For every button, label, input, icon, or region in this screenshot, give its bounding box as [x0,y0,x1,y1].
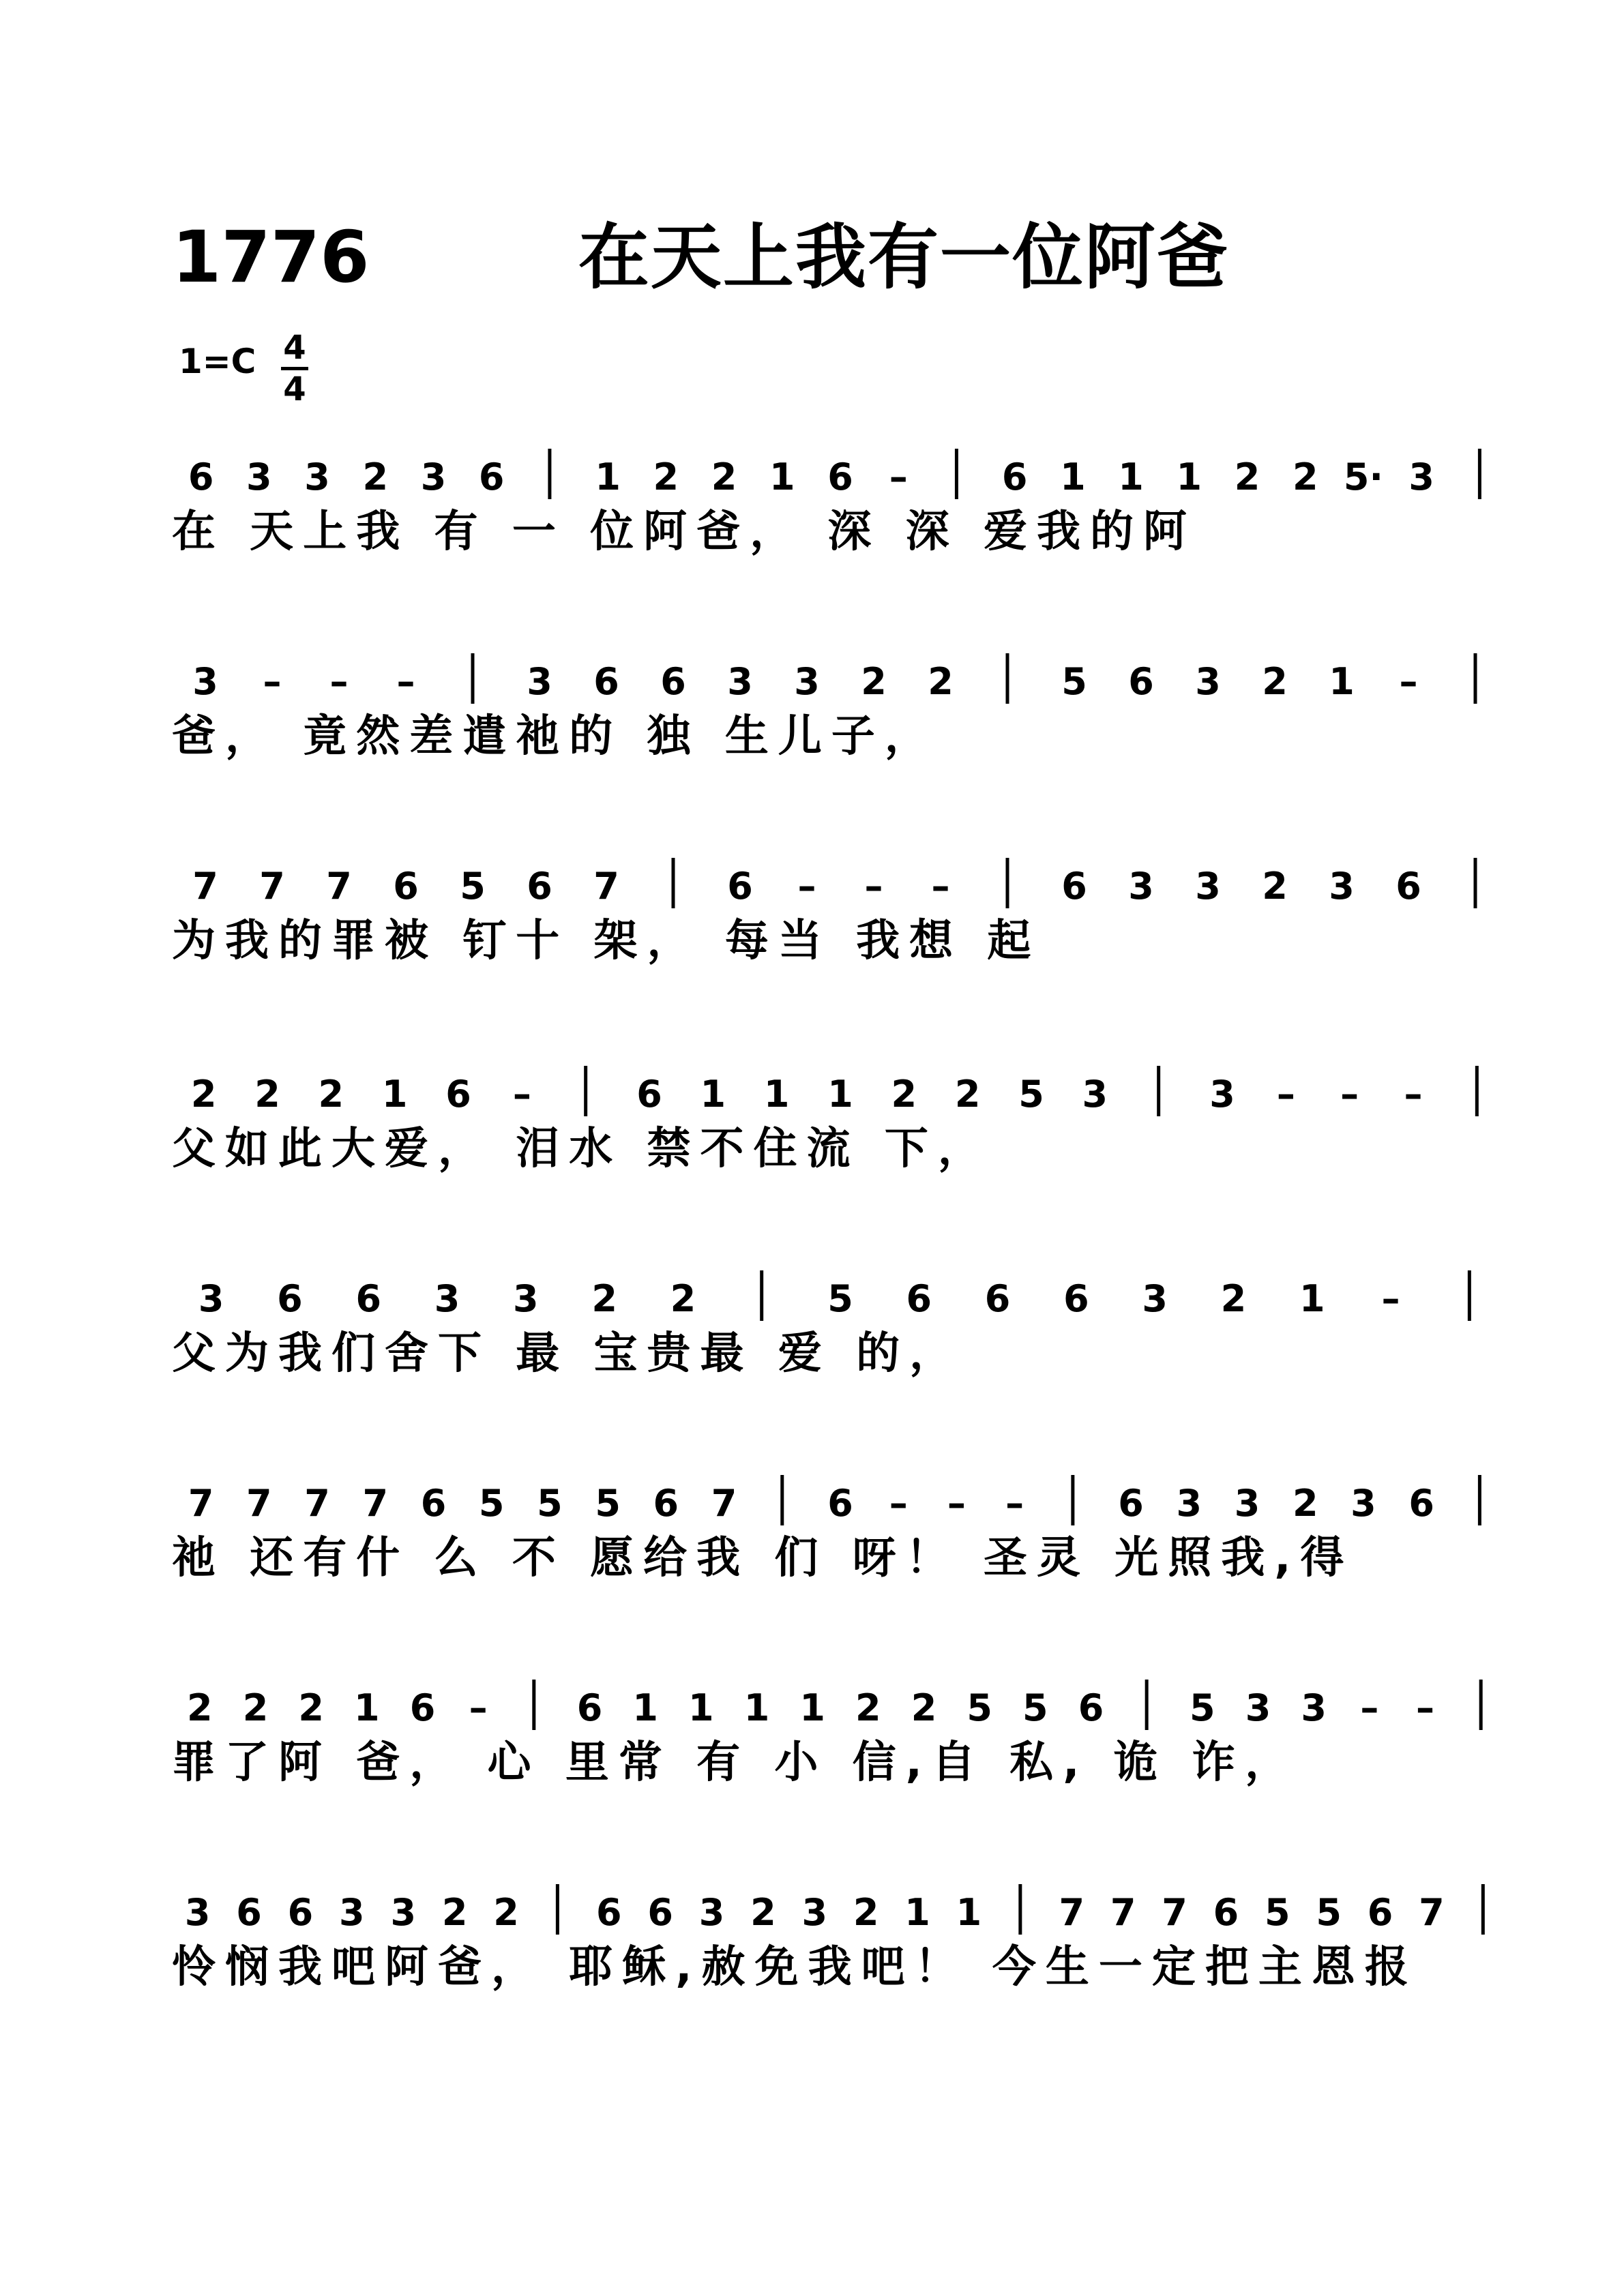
note: 7 [1059,1891,1085,1934]
note: 2 [954,1073,981,1116]
note: 6 [393,865,419,908]
sustain-dash: – [1005,1482,1024,1525]
lyrics-line: 父为我们舍下 最 宝贵最 爱 的， [172,1328,963,1379]
note: 1 [827,1073,853,1116]
note: 2 [928,660,954,703]
sustain-dash: – [931,865,950,908]
note: 1 [956,1891,982,1934]
note: 2 [750,1891,776,1934]
note: 6 [277,1277,303,1320]
note: 6 [1408,1482,1434,1525]
note: 5 [1061,660,1087,703]
note: 7 [1162,1891,1187,1934]
note: 2 [853,1891,879,1934]
note: 5 [1316,1891,1342,1934]
note: 1 [763,1073,790,1116]
note: 6 [636,1073,662,1116]
note: 1 [1176,456,1202,498]
note: 6 [478,456,505,498]
note: 2 [1262,660,1288,703]
note: 3 [794,660,820,703]
note: 6 [188,456,214,498]
note: 1 [904,1891,930,1934]
note: 2 [441,1891,468,1934]
note: 3 [1234,1482,1260,1525]
note: 7 [326,865,352,908]
sustain-dash: – [1399,660,1418,703]
notes-staff [172,1258,1509,1340]
hymn-number: 1776 [172,215,370,299]
note: 3 [1195,660,1221,703]
note: 1 [743,1686,770,1729]
note: 1 [1118,456,1144,498]
lyrics-line: 为我的罪被 钉十 架， 每当 我想 起 [172,916,1041,966]
sustain-dash: – [797,865,816,908]
note: 3 [339,1891,365,1934]
note: 3 [434,1277,460,1320]
sustain-dash: – [864,865,883,908]
note: 2 [254,1073,280,1116]
lyrics-line: 爸， 竟然差遣祂的 独 生儿子， [172,711,938,762]
note: 5 [827,1277,853,1320]
note: 2 [861,660,887,703]
note: 6 [827,456,853,498]
lyrics-line: 罪了阿 爸， 心 里常 有 小 信,自 私, 诡 诈， [172,1738,1299,1788]
note: 5 [1018,1073,1044,1116]
note: 3 [246,456,272,498]
note: 2 [1234,456,1260,498]
note: 6 [1367,1891,1393,1934]
note: 2 [362,456,389,498]
notes-staff [172,1054,1509,1135]
note: 1 [1329,660,1355,703]
sustain-dash: – [1416,1686,1434,1729]
note: 3 [1301,1686,1327,1729]
notes-staff [172,1463,1509,1545]
note: 7 [362,1482,389,1525]
sustain-dash: – [263,660,282,703]
note: 5 [537,1482,563,1525]
note: 7 [711,1482,737,1525]
hymn-title: 在天上我有一位阿爸 [578,215,1230,299]
sustain-dash: – [1340,1073,1359,1116]
note: 3 [1209,1073,1235,1116]
note: 5 [478,1482,505,1525]
note: 3 [1329,865,1355,908]
note: 3 [198,1277,224,1320]
note: 6 [1396,865,1421,908]
sustain-dash: – [329,660,349,703]
note: 2 [242,1686,269,1729]
sustain-dash: – [1404,1073,1423,1116]
note: 2 [187,1686,213,1729]
note: 5 [460,865,486,908]
note: 3 [1350,1482,1376,1525]
note: 3 [801,1891,828,1934]
note: 2 [711,456,737,498]
note: 3 [527,660,552,703]
note: 6 [593,660,619,703]
note: 2 [1262,865,1288,908]
note: 1 [595,456,621,498]
note: 5 [1022,1686,1048,1729]
note: 2 [911,1686,937,1729]
sustain-dash: – [1276,1073,1295,1116]
note: 7 [1419,1891,1445,1934]
note: 2 [653,456,679,498]
note: 1 [354,1686,380,1729]
note: 2 [298,1686,324,1729]
note: 6 [1063,1277,1089,1320]
note: 6 [1061,865,1087,908]
note: 7 [188,1482,214,1525]
note: 7 [246,1482,272,1525]
sustain-dash: – [1381,1277,1400,1320]
note: 3 [1408,456,1434,498]
note: 1 [799,1686,825,1729]
note: 3 [420,456,447,498]
note: 6 [660,660,686,703]
note: 3 [1195,865,1221,908]
note: 6 [647,1891,673,1934]
time-signature-bottom: 4 [283,370,306,408]
sustain-dash: – [947,1482,966,1525]
note: 6 [1118,1482,1144,1525]
note: 6 [1001,456,1028,498]
note: 3 [1245,1686,1271,1729]
note: 6 [1128,660,1154,703]
note: 6 [409,1686,436,1729]
note: 1 [688,1686,714,1729]
note: 7 [192,865,218,908]
note: 3 [1128,865,1154,908]
note: 2 [670,1277,696,1320]
key-signature: 1=C [179,342,256,381]
note: 2 [1292,456,1318,498]
sustain-dash: – [396,660,415,703]
note: 3 [698,1891,725,1934]
note: 1 [1299,1277,1325,1320]
note: 6 [595,1891,622,1934]
note: 6 [527,865,552,908]
note: 6 [445,1073,471,1116]
note: 1 [769,456,795,498]
note: 3 [1176,1482,1202,1525]
note: 2 [1292,1482,1318,1525]
note: 6 [236,1891,262,1934]
note: 3 [513,1277,539,1320]
note: 2 [891,1073,917,1116]
note: 3 [1082,1073,1108,1116]
note: 7 [304,1482,330,1525]
lyrics-line: 怜悯我吧阿爸， 耶稣,赦免我吧！ 今生一定把主恩报 [172,1942,1418,1993]
note: 2 [1220,1277,1247,1320]
lyrics-line: 父如此大爱， 泪水 禁不住流 下， [172,1124,991,1174]
sustain-dash: – [469,1686,488,1729]
note: 5 [595,1482,621,1525]
note: 6 [420,1482,447,1525]
note: 7 [1110,1891,1136,1934]
note: 6 [1213,1891,1239,1934]
sustain-dash: – [889,1482,908,1525]
note: 5· [1343,456,1384,498]
note: 5 [1190,1686,1215,1729]
note: 6 [727,865,753,908]
sustain-dash: – [512,1073,531,1116]
note: 1 [632,1686,658,1729]
notes-staff [172,1872,1509,1954]
note: 3 [727,660,753,703]
note: 3 [390,1891,417,1934]
note: 6 [355,1277,382,1320]
note: 2 [591,1277,617,1320]
notes-staff [172,436,1509,518]
sustain-dash: – [889,456,908,498]
note: 2 [190,1073,217,1116]
lyrics-line: 在 天上我 有 一 位阿爸， 深 深 爱我的阿 [172,507,1196,557]
note: 3 [304,456,330,498]
note: 6 [906,1277,932,1320]
notes-staff [172,846,1509,927]
note: 3 [192,660,218,703]
lyrics-line: 祂 还有什 么 不 愿给我 们 呀！ 圣灵 光照我,得 [172,1533,1354,1583]
note: 6 [287,1891,314,1934]
note: 6 [653,1482,679,1525]
note: 5 [1264,1891,1290,1934]
note: 6 [1078,1686,1104,1729]
note: 3 [184,1891,211,1934]
note: 7 [259,865,285,908]
time-signature [280,331,310,406]
sustain-dash: – [1360,1686,1379,1729]
note: 7 [593,865,619,908]
time-signature-top: 4 [283,329,306,367]
note: 6 [576,1686,603,1729]
note: 6 [984,1277,1011,1320]
note: 1 [381,1073,408,1116]
note: 1 [1060,456,1086,498]
note: 3 [1142,1277,1168,1320]
note: 2 [855,1686,881,1729]
note: 5 [966,1686,992,1729]
note: 6 [827,1482,853,1525]
notes-staff [172,641,1509,723]
note: 2 [493,1891,519,1934]
note: 2 [318,1073,344,1116]
notes-staff [172,1667,1509,1749]
note: 1 [700,1073,726,1116]
